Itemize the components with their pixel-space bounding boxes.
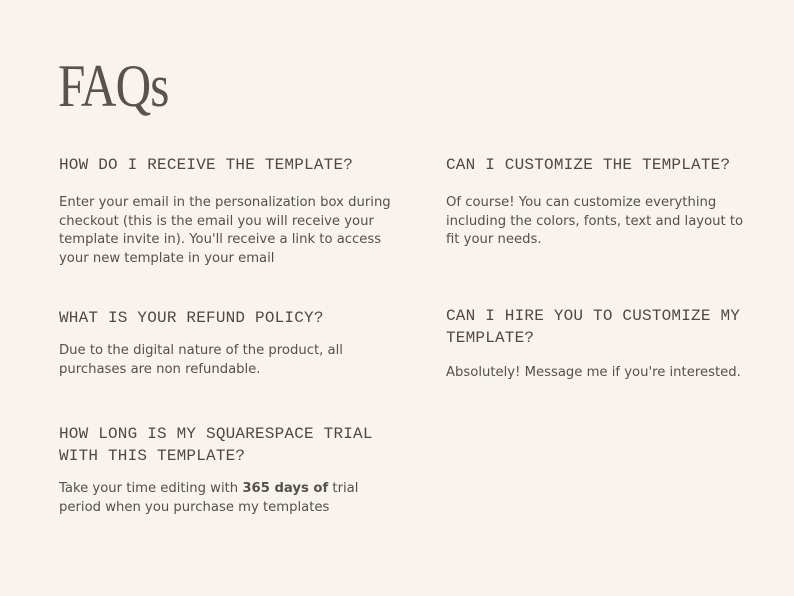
faq-answer-emphasis: 365 days of (242, 481, 329, 496)
faq-item-refund-policy (59, 307, 399, 379)
faq-question: HOW LONG IS MY SQUARESPACE TRIAL WITH THIS TEMPLATE? (59, 425, 373, 465)
faq-answer (59, 480, 399, 517)
faq-answer: Due to the digital nature of the product, all purchases are non refundable. (59, 343, 343, 377)
faq-item-squarespace-trial (59, 423, 399, 517)
faq-question: HOW DO I RECEIVE THE TEMPLATE? (59, 156, 354, 174)
faq-answer-text: Take your time editing with (59, 481, 243, 496)
faq-answer-text: trial period when you purchase my templates (59, 481, 359, 515)
faq-answer: Enter your email in the personalization box during checkout (this is the email you will receive your template invite in). You'll receive a link to access your new template in your email (59, 195, 391, 266)
page-title: FAQs (58, 53, 169, 119)
faq-question: CAN I CUSTOMIZE THE TEMPLATE? (446, 156, 731, 174)
faq-item-receive-template (59, 154, 399, 268)
faq-question: CAN I HIRE YOU TO CUSTOMIZE MY TEMPLATE? (446, 307, 741, 347)
faq-item-hire-customize (446, 305, 746, 383)
faq-answer: Of course! You can customize everything including the colors, fonts, text and layout to fit your needs. (446, 195, 744, 248)
faq-answer: Absolutely! Message me if you're interested. (446, 365, 741, 380)
faq-question: WHAT IS YOUR REFUND POLICY? (59, 309, 324, 327)
faq-item-customize-template (446, 154, 746, 250)
